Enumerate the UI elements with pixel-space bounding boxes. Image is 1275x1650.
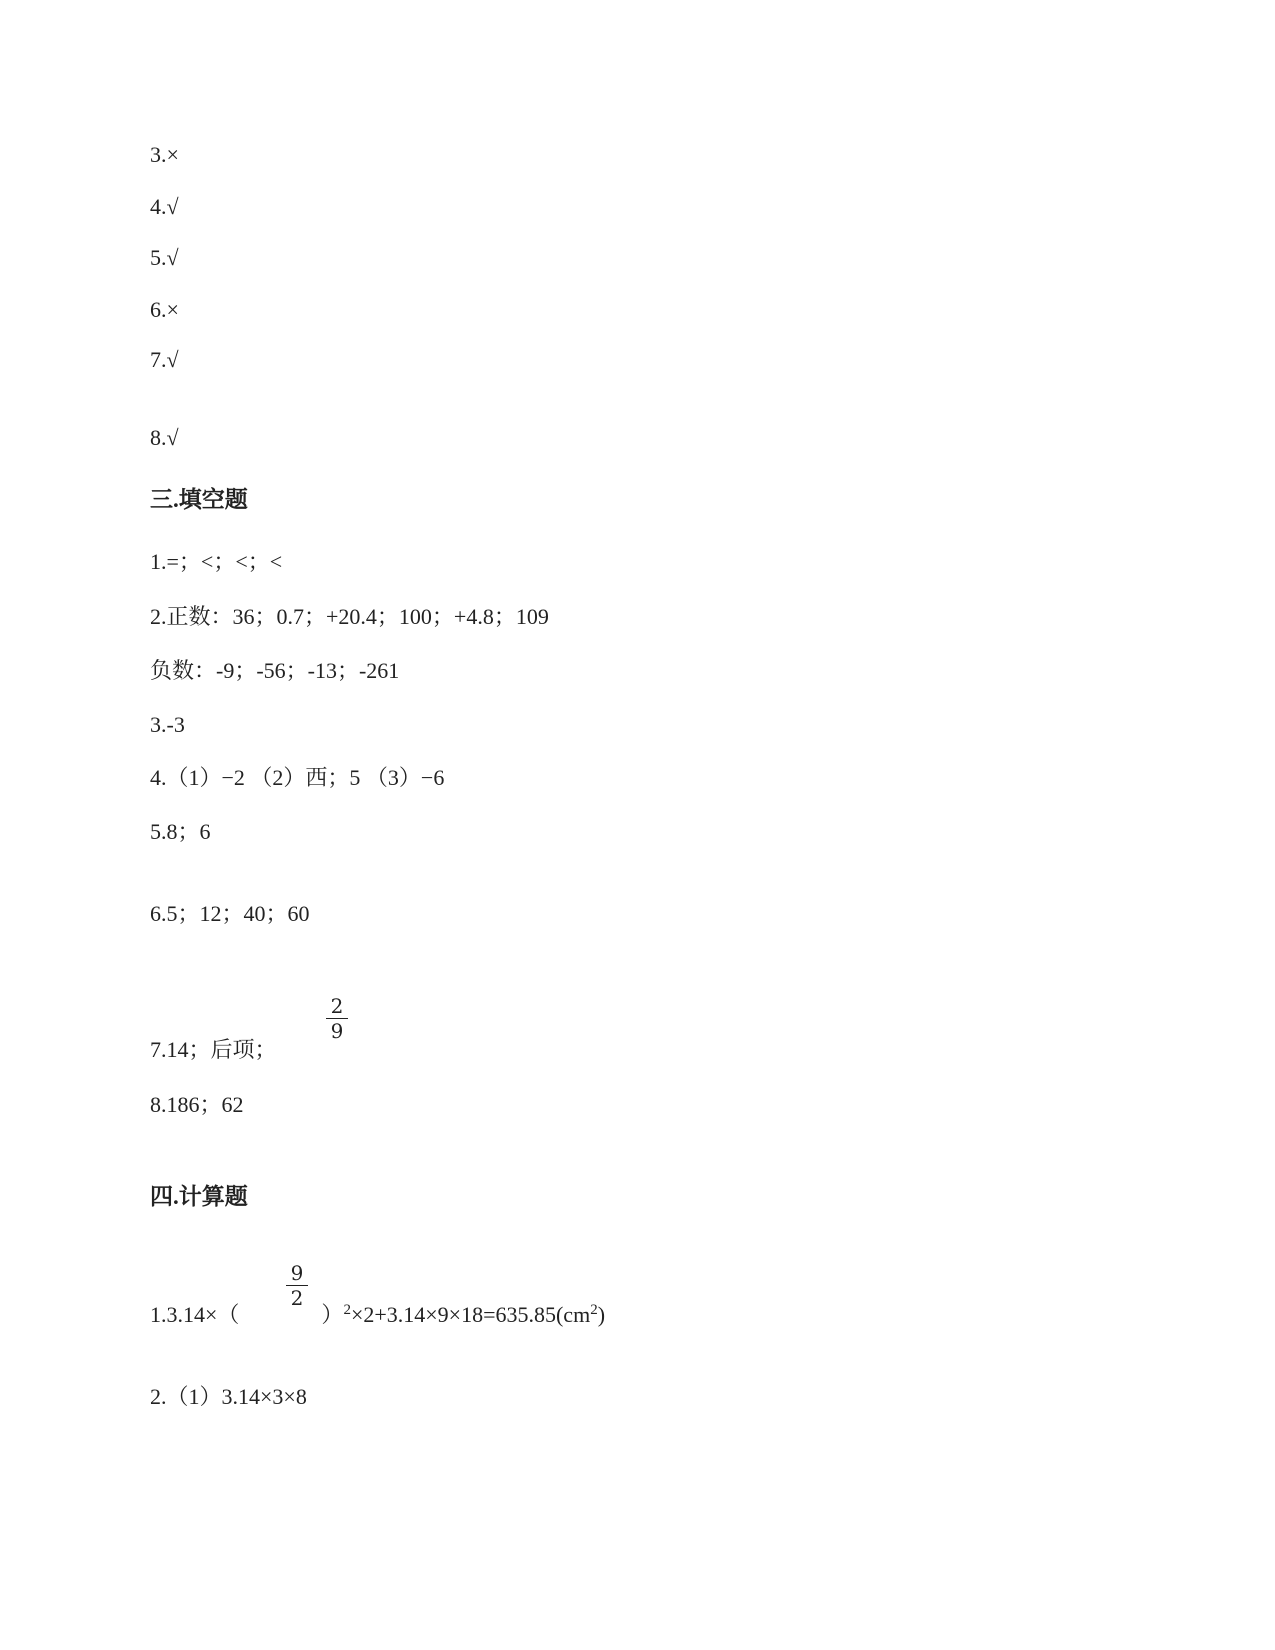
calc-answer-1 xyxy=(150,1301,605,1332)
calc-answer-1-close-paren: ） xyxy=(321,1302,344,1327)
fraction-denominator: 9 xyxy=(330,1019,344,1043)
calc-answer-1-expression: ×2+3.14×9×18=635.85(cm xyxy=(350,1302,591,1327)
section-title-calculation: 四.计算题 xyxy=(150,1184,248,1209)
fill-answer-7: 7.14；后项； xyxy=(150,1037,277,1062)
calc-answer-1-exponent: 2 xyxy=(343,1302,351,1318)
fill-answer-6: 6.5；12；40；60 xyxy=(150,901,310,926)
calc-answer-1-end-paren: ) xyxy=(597,1302,606,1327)
fill-answer-2-negative: 负数：-9；-56；-13；-261 xyxy=(150,658,400,683)
judge-answer-8: 8.√ xyxy=(150,425,179,450)
judge-answer-4: 4.√ xyxy=(150,194,179,219)
calc-answer-1-unit-exponent: 2 xyxy=(590,1302,598,1318)
fraction-numerator: 9 xyxy=(290,1261,304,1285)
fill-answer-2-positive: 2.正数：36；0.7；+20.4；100；+4.8；109 xyxy=(150,604,549,629)
fill-answer-7-fraction xyxy=(324,995,350,1042)
judge-answer-3: 3.× xyxy=(150,142,179,167)
fraction-numerator: 2 xyxy=(330,994,344,1018)
judge-answer-5: 5.√ xyxy=(150,245,179,270)
calc-answer-2: 2.（1）3.14×3×8 xyxy=(150,1384,307,1409)
fraction-denominator: 2 xyxy=(290,1286,304,1310)
judge-answer-6: 6.× xyxy=(150,297,179,322)
section-title-fill-blank: 三.填空题 xyxy=(150,487,248,512)
fill-answer-1: 1.=；<；<；< xyxy=(150,549,283,574)
fill-answer-4: 4.（1）−2 （2）西；5 （3）−6 xyxy=(150,765,445,790)
fill-answer-8: 8.186；62 xyxy=(150,1092,244,1117)
fill-answer-3: 3.-3 xyxy=(150,712,185,737)
calc-answer-1-prefix: 1.3.14×（ xyxy=(150,1302,240,1327)
judge-answer-7: 7.√ xyxy=(150,347,179,372)
fill-answer-5: 5.8；6 xyxy=(150,819,211,844)
